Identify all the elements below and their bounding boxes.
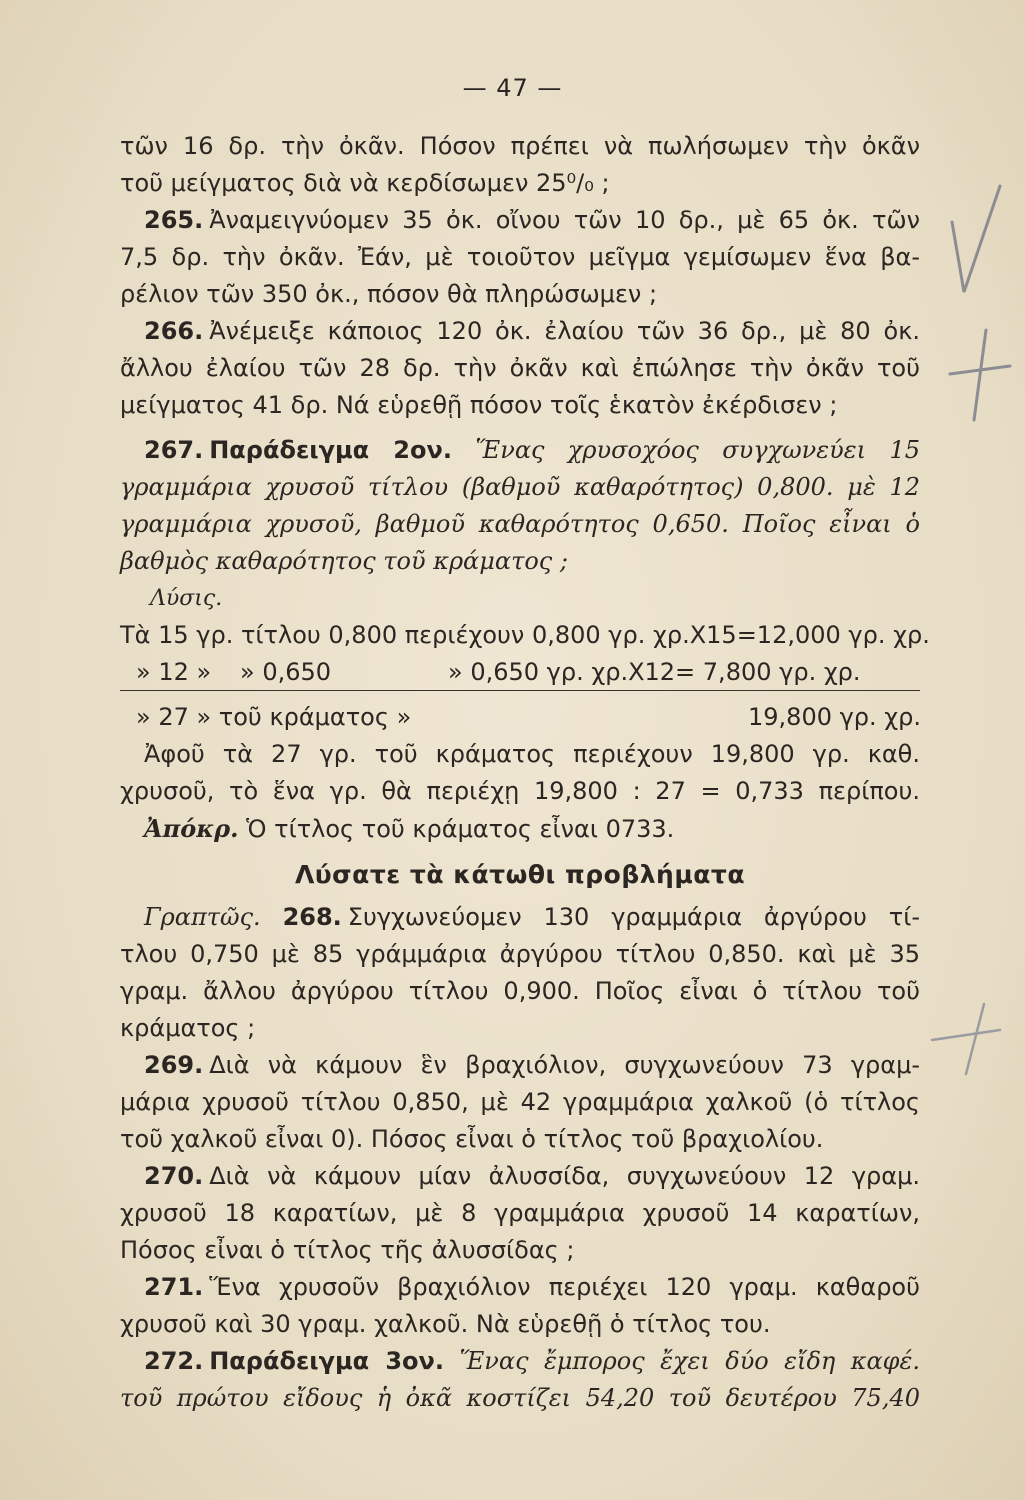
pencil-mark xyxy=(974,330,986,420)
pencil-mark xyxy=(950,366,1010,374)
page-body xyxy=(120,128,930,1417)
example-label: Παράδειγμα 2ον. xyxy=(209,436,452,464)
text-line: τοῦ πρώτου εἴδους ἡ ὀκᾶ κοστίζει 54,20 τοῦ δευτέρου 75,40 xyxy=(120,1384,920,1412)
text-line: ρέλιον τῶν 350 ὀκ., πόσον θὰ πληρώσωμεν ; xyxy=(120,280,658,308)
text-line: τοῦ μείγματος διὰ νὰ κερδίσωμεν 25⁰/₀ ; xyxy=(120,169,610,197)
text-line: χρυσοῦ καὶ 30 γραμ. χαλκοῦ. Νὰ εὑρεθῇ ὁ τίτλος του. xyxy=(120,1310,771,1338)
problem-272 xyxy=(120,1343,920,1380)
text-line: Ἀναμειγνύομεν 35 ὀκ. οἴνου τῶν 10 δρ., μὲ 65 ὀκ. τῶν xyxy=(209,206,920,234)
text-line: κράματος ; xyxy=(120,1014,256,1042)
text-line: Ἕνα χρυσοῦν βραχιόλιον περιέχει 120 γραμ. καθαροῦ xyxy=(209,1273,920,1301)
text-line: ἄλλου ἐλαίου τῶν 28 δρ. τὴν ὀκᾶν καὶ ἐπώλησε τὴν ὀκᾶν τοῦ xyxy=(120,354,920,382)
text-line: Ἕνας ἔμπορος ἔχει δύο εἴδη καφέ. xyxy=(459,1347,920,1375)
text-line: Ἀνέμειξε κάποιος 120 ὀκ. ἐλαίου τῶν 36 δρ., μὲ 80 ὀκ. xyxy=(209,317,920,345)
problem-number: 268. xyxy=(282,903,342,931)
calc-text: Τὰ 15 γρ. τίτλου 0,800 περιέχουν 0,800 γρ. χρ.Χ15=12,000 γρ. χρ. xyxy=(120,621,930,649)
answer-line xyxy=(120,810,920,847)
text-line: Πόσος εἶναι ὁ τίτλος τῆς ἀλυσσίδας ; xyxy=(120,1236,575,1264)
calc-text: 19,800 γρ. χρ. xyxy=(748,703,922,731)
answer-text: Ὁ τίτλος τοῦ κράματος εἶναι 0733. xyxy=(246,815,675,843)
text-line: Διὰ νὰ κάμουν ἓν βραχιόλιον, συγχωνεύουν 73 γραμ- xyxy=(209,1051,920,1079)
problem-number: 267. xyxy=(144,436,204,464)
written-label: Γραπτῶς. xyxy=(144,903,261,931)
calc-text: » 0,650 γρ. χρ.Χ12= 7,800 γρ. χρ. xyxy=(448,658,861,686)
solution-label: Λύσις. xyxy=(150,586,223,611)
problem-number: 269. xyxy=(144,1051,204,1079)
calc-text: » 0,650 xyxy=(240,658,332,686)
pencil-mark xyxy=(966,1004,984,1074)
check-mark xyxy=(952,186,1000,292)
text-line: τλου 0,750 μὲ 85 γράμμάρια ἀργύρου τίτλου 0,850. καὶ μὲ 35 xyxy=(120,940,920,968)
problem-270 xyxy=(120,1158,920,1195)
problem-number: 265. xyxy=(144,206,204,234)
calc-row-2 xyxy=(120,654,920,691)
page-number: — 47 — xyxy=(462,74,563,102)
text-line: Διὰ νὰ κάμουν μίαν ἀλυσσίδα, συγχωνεύουν 12 γραμ. xyxy=(209,1162,920,1190)
problem-266 xyxy=(120,313,920,350)
text-line: γραμμάρια χρυσοῦ τίτλου (βαθμοῦ καθαρότητος) 0,800. μὲ 12 xyxy=(120,473,920,501)
section-heading: Λύσατε τὰ κάτωθι προβλήματα xyxy=(294,860,746,889)
calc-text: » 27 » τοῦ κράματος » xyxy=(136,703,412,731)
problem-number: 266. xyxy=(144,317,204,345)
problem-number: 271. xyxy=(144,1273,204,1301)
problem-269 xyxy=(120,1047,920,1084)
text-line: Ἕνας χρυσοχόος συγχωνεύει 15 xyxy=(475,436,920,464)
answer-label: Ἀπόκρ. xyxy=(144,814,239,843)
calc-text: » 12 » xyxy=(136,658,212,686)
problem-271 xyxy=(120,1269,920,1306)
text-line: χρυσοῦ 18 καρατίων, μὲ 8 γραμμάρια χρυσοῦ 14 καρατίων, xyxy=(120,1199,920,1227)
text-line: χρυσοῦ, τὸ ἕνα γρ. θὰ περιέχῃ 19,800 : 27 = 0,733 περίπου. xyxy=(120,777,920,805)
calc-row-3 xyxy=(120,699,920,736)
text-line: τῶν 16 δρ. τὴν ὀκᾶν. Πόσον πρέπει νὰ πωλήσωμεν τὴν ὀκᾶν xyxy=(120,132,920,160)
pencil-mark xyxy=(932,1030,1000,1040)
problem-number: 272. xyxy=(144,1347,204,1375)
text-line: γραμ. ἄλλου ἀργύρου τίτλου 0,900. Ποῖος εἶναι ὁ τίτλου τοῦ xyxy=(120,977,920,1005)
text-line: μάρια χρυσοῦ τίτλου 0,850, μὲ 42 γραμμάρια χαλκοῦ (ὁ τίτλος xyxy=(120,1088,920,1116)
text-line: Ἀφοῦ τὰ 27 γρ. τοῦ κράματος περιέχουν 19,800 γρ. καθ. xyxy=(144,740,920,768)
text-line: Συγχωνεύομεν 130 γραμμάρια ἀργύρου τί- xyxy=(347,903,920,931)
problem-number: 270. xyxy=(144,1162,204,1190)
text-line: βαθμὸς καθαρότητος τοῦ κράματος ; xyxy=(120,547,568,575)
text-line: τοῦ χαλκοῦ εἶναι 0). Πόσος εἶναι ὁ τίτλος τοῦ βραχιολίου. xyxy=(120,1125,824,1153)
example-label: Παράδειγμα 3ον. xyxy=(209,1347,444,1375)
problem-267 xyxy=(120,432,920,469)
problem-268 xyxy=(120,899,920,936)
problem-265 xyxy=(120,202,920,239)
sum-rule xyxy=(120,690,920,691)
text-line: 7,5 δρ. τὴν ὀκᾶν. Ἐάν, μὲ τοιοῦτον μεῖγμα γεμίσωμεν ἕνα βα- xyxy=(120,243,920,271)
text-line: μείγματος 41 δρ. Νά εὑρεθῇ πόσον τοῖς ἑκατὸν ἐκέρδισεν ; xyxy=(120,391,838,419)
calc-row-1 xyxy=(120,617,930,654)
text-line: γραμμάρια χρυσοῦ, βαθμοῦ καθαρότητος 0,650. Ποῖος εἶναι ὁ xyxy=(120,510,920,538)
